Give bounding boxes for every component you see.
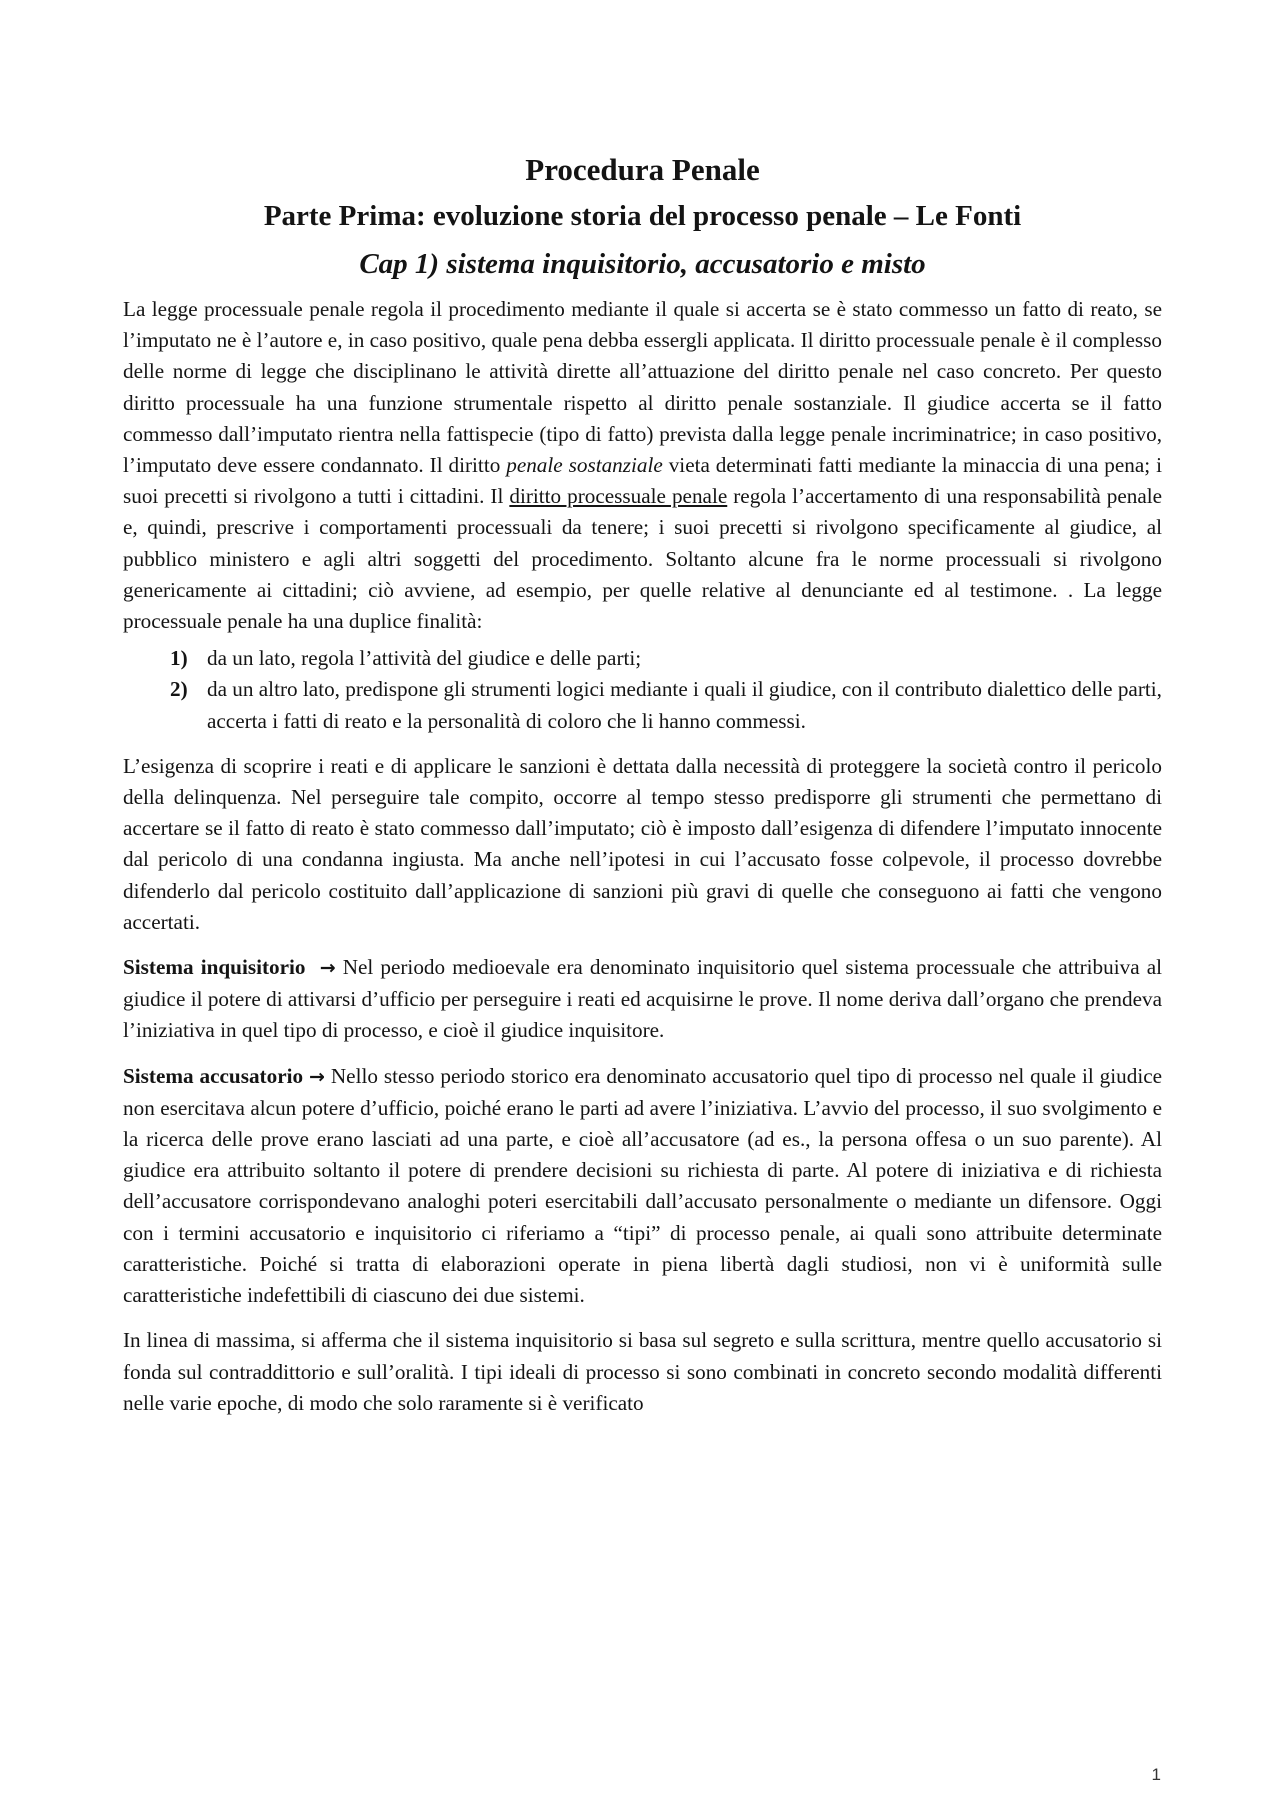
text-segment: Nello stesso periodo storico era denominato accusatorio quel tipo di processo nel quale il giudice non esercitava alcun potere d’ufficio, poiché erano le parti ad avere l’iniziativa. L’avvio del processo, il suo svolgimento e la ricerca delle prove erano lasciati ad una parte, e cioè all’accusatore (ad es., la persona offesa o un suo parente). Al giudice era attribuito soltanto il potere di prendere decisioni su richiesta di parte. Al potere di iniziativa e di richiesta dell’accusatore corrispondevano analoghi poteri esercitabili dall’accusato personalmente o mediante un difensore. Oggi con i termini accusatorio e inquisitorio ci riferiamo a “tipi” di processo penale, ai quali sono attribuite determinate caratteristiche. Poiché si tratta di elaborazioni operate in piena libertà dagli studiosi, non vi è uniformità sulle caratteristiche indefettibili di ciascuno dei due sistemi. bbox=[123, 1063, 1163, 1308]
paragraph-linea-di-massima: In linea di massima, si afferma che il sistema inquisitorio si basa sul segreto e sulla scrittura, mentre quello accusatorio si fonda sul contraddittorio e sull’oralità. I tipi ideali di processo si sono combinati in concreto secondo modalità differenti nelle varie epoche, di modo che solo raramente si è verificato bbox=[123, 1328, 1162, 1415]
document-page bbox=[123, 150, 1162, 1433]
list-number: 1) bbox=[170, 646, 188, 671]
intro-paragraph bbox=[123, 294, 1162, 637]
purpose-list bbox=[123, 643, 1162, 737]
paragraph-sanzioni: L’esigenza di scoprire i reati e di applicare le sanzioni è dettata dalla necessità di proteggere la società contro il pericolo della delinquenza. Nel perseguire tale compito, occorre al tempo stesso predisporre gli strumenti che permettano di accertare se il fatto di reato è stato commesso dall’imputato; ciò è imposto dall’esigenza di difendere l’imputato innocente dal pericolo di una condanna ingiusta. Ma anche nell’ipotesi in cui l’accusato fosse colpevole, il processo dovrebbe difenderlo dal pericolo costituito dall’applicazione di sanzioni più gravi di quelle che conseguono ai fatti che vengono accertati. bbox=[123, 753, 1162, 934]
chapter-heading: Cap 1) sistema inquisitorio, accusatorio e misto bbox=[359, 248, 926, 280]
list-text: da un altro lato, predispone gli strumenti logici mediante i quali il giudice, con il contributo dialettico delle parti, accerta i fatti di reato e la personalità di coloro che li hanno commessi. bbox=[207, 677, 1162, 733]
list-item bbox=[123, 674, 1162, 736]
arrow-right-icon: → bbox=[309, 1065, 325, 1088]
arrow-right-icon: → bbox=[319, 957, 336, 980]
text-segment: regola l’accertamento di una responsabilità penale e, quindi, prescrive i comportamenti processuali da tenere; i suoi precetti si rivolgono specificamente al giudice, al pubblico ministero e agli altri soggetti del procedimento. Soltanto alcune fra le norme processuali si rivolgono genericamente ai cittadini; ciò avviene, ad esempio, per quelle relative al denunciante ed al testimone. . La legge processuale penale ha una duplice finalità: bbox=[123, 484, 1163, 634]
document-subtitle: Parte Prima: evoluzione storia del processo penale – Le Fonti bbox=[263, 200, 1022, 232]
page-number: 1 bbox=[1151, 1765, 1161, 1784]
list-item bbox=[123, 643, 1162, 674]
italic-term: penale sostanziale bbox=[506, 453, 663, 478]
list-number: 2) bbox=[170, 677, 188, 702]
text-segment: Nel periodo medioevale era denominato inquisitorio quel sistema processuale che attribuiva al giudice il potere di attivarsi d’ufficio per perseguire i reati ed acquisirne le prove. Il nome deriva dall’organo che prendeva l’iniziativa in quel tipo di processo, e cioè il giudice inquisitore. bbox=[123, 955, 1162, 1043]
list-text: da un lato, regola l’attività del giudice e delle parti; bbox=[207, 646, 642, 671]
section-label: Sistema accusatorio bbox=[123, 1063, 304, 1088]
document-title: Procedura Penale bbox=[525, 152, 760, 187]
paragraph-sistema-inquisitorio bbox=[123, 952, 1162, 1047]
section-label: Sistema inquisitorio bbox=[123, 955, 306, 980]
underlined-term: diritto processuale penale bbox=[509, 484, 728, 509]
text-segment: La legge processuale penale regola il procedimento mediante il quale si accerta se è stato commesso un fatto di reato, se l’imputato ne è l’autore e, in caso positivo, quale pena debba essergli applicata. Il diritto processuale penale è il complesso delle norme di legge che disciplinano le attività dirette all’attuazione del diritto penale nel caso concreto. Per questo diritto processuale ha una funzione strumentale rispetto al diritto penale sostanziale. Il giudice accerta se il fatto commesso dall’imputato rientra nella fattispecie (tipo di fatto) prevista dalla legge penale incriminatrice; in caso positivo, l’imputato deve essere condannato. Il diritto bbox=[123, 297, 1162, 478]
paragraph-sistema-accusatorio bbox=[123, 1061, 1162, 1312]
text-segment: vieta determinati fatti mediante la minaccia di una pena; i suoi precetti si rivolgono a tutti i cittadini. Il bbox=[123, 453, 1162, 509]
